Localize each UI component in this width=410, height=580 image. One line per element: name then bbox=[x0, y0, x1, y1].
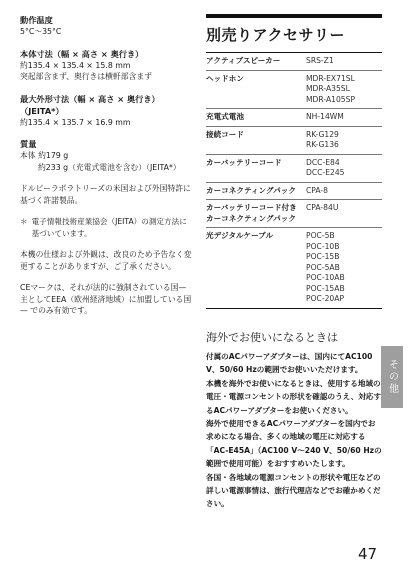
model-item: DCC-E245 bbox=[306, 168, 345, 177]
accessory-name: カーバッテリーコード bbox=[206, 157, 282, 167]
spec-change-notice: 本機の仕様および外観は、改良のため予告なく変更することがありますが、ご了承ください。 bbox=[20, 250, 192, 271]
specifications-column bbox=[20, 14, 192, 327]
accessory-name: 光デジタルケーブル bbox=[206, 231, 274, 240]
model-item: RK-G129 bbox=[306, 129, 339, 139]
overseas-paragraph: 付属のACパワーアダプターは、国内にてAC100 V、50/60 Hzの範囲でお使いいただけます。 bbox=[206, 352, 373, 375]
overseas-heading: 海外でお使いになるときは bbox=[206, 331, 338, 344]
model-item: RK-G136 bbox=[306, 140, 339, 149]
mass-heading: 質量 bbox=[20, 139, 37, 149]
max-dimensions bbox=[20, 93, 192, 129]
model-item: POC-10B bbox=[306, 241, 340, 251]
accessory-models bbox=[306, 228, 382, 308]
model-item: SRS-Z1 bbox=[306, 56, 334, 65]
temp-heading: 動作温度 bbox=[20, 15, 53, 25]
model-item: POC-10AB bbox=[306, 273, 345, 282]
model-item: CPA-84U bbox=[306, 203, 339, 212]
table-row bbox=[206, 126, 382, 154]
accessory-name: 充電式電池 bbox=[206, 112, 244, 121]
ce-mark-notice: CEマークは、それが法的に強制されている国—主としてEEA（欧州経済地域）に加盟している国— でのみ有効です。 bbox=[20, 283, 192, 315]
overseas-paragraph: 海外で使用できるACパワーアダプターを国内でお求めになる場合、多くの地域の電圧に対応する「AC-E45A」（AC100 V〜240 V、50/60 Hzの範囲で使用可能）をおすすめいたします。 bbox=[206, 419, 382, 469]
dims-note: 突起部含まず、奥行きは横軒部含まず bbox=[20, 72, 152, 81]
model-item: POC-5B bbox=[306, 231, 335, 240]
accessory-name: カーコネクティングパック bbox=[206, 185, 296, 195]
maxdims-heading: 最大外形寸法（幅 × 高さ × 奥行き）（JEITA*） bbox=[20, 93, 160, 116]
maxdims-value: 約135.4 × 135.7 × 16.9 mm bbox=[20, 117, 131, 127]
accessory-name: ヘッドホン bbox=[206, 73, 244, 83]
model-item: POC-15B bbox=[306, 252, 340, 261]
table-bottom-rule bbox=[206, 308, 382, 309]
accessory-models bbox=[306, 70, 382, 109]
table-row bbox=[206, 109, 382, 127]
dims-heading: 本体寸法（幅 × 高さ × 奥行き） bbox=[20, 48, 144, 59]
model-item: CPA-8 bbox=[306, 185, 328, 195]
accessory-models bbox=[306, 200, 382, 228]
accessory-name: カーバッテリーコード付きカーコネクティングパック bbox=[206, 203, 297, 223]
accessories-table bbox=[206, 52, 382, 308]
page-number: 47 bbox=[358, 545, 378, 563]
mass bbox=[20, 138, 192, 173]
jeita-note bbox=[20, 216, 192, 239]
jeita-note-text: 電子情報技術産業協会（JEITA）の測定方法に基づいています。 bbox=[31, 217, 187, 238]
dims-value: 約135.4 × 135.4 × 15.8 mm bbox=[20, 60, 131, 70]
mass-line2: 約233 g（充電式電池を含む）（JEITA*） bbox=[38, 162, 181, 172]
accessories-title: 別売りアクセサリー bbox=[206, 26, 346, 44]
accessory-models bbox=[306, 154, 382, 182]
table-row bbox=[206, 182, 382, 200]
operating-temperature bbox=[20, 14, 192, 38]
overseas-paragraph: 本機を海外でお使いになるときは、使用する地域の電圧・電源コンセントの形状を確認のうえ、対応するACパワーアダプターをお使いください。 bbox=[206, 378, 382, 415]
table-row bbox=[206, 154, 382, 182]
chapter-side-tab: その他 bbox=[381, 346, 403, 408]
model-item: POC-5AB bbox=[306, 262, 340, 272]
accessory-models bbox=[306, 109, 382, 127]
model-item: NH-14WM bbox=[306, 112, 344, 121]
mass-line1: 本体 約179 g bbox=[20, 151, 69, 160]
accessory-models bbox=[306, 53, 382, 71]
dolby-notice: ドルビーラボラトリーズの米国および外国特許に基づく許諾製品。 bbox=[20, 184, 191, 205]
accessory-name: 接続コード bbox=[206, 129, 244, 139]
section-top-bar bbox=[206, 14, 382, 18]
table-row bbox=[206, 70, 382, 109]
table-row bbox=[206, 228, 382, 308]
model-item: MDR-A35SL bbox=[306, 84, 350, 93]
model-item: POC-15AB bbox=[306, 283, 345, 293]
accessories-section bbox=[206, 14, 382, 309]
body-dimensions bbox=[20, 48, 192, 83]
model-item: MDR-A105SP bbox=[306, 94, 356, 104]
model-item: POC-20AP bbox=[306, 294, 345, 303]
accessory-models bbox=[306, 182, 382, 200]
temp-value: 5°C〜35°C bbox=[20, 27, 62, 36]
accessory-models bbox=[306, 126, 382, 154]
overseas-paragraph: 各国・各地域の電源コンセントの形状や電圧などの詳しい電源事情は、旅行代理店などでお確かめください。 bbox=[206, 472, 381, 509]
table-row bbox=[206, 200, 382, 228]
overseas-use-section bbox=[206, 330, 382, 511]
model-item: DCC-E84 bbox=[306, 157, 340, 167]
accessory-name: アクティブスピーカー bbox=[206, 56, 281, 65]
jeita-mark: ＊ bbox=[20, 217, 28, 226]
model-item: MDR-EX71SL bbox=[306, 73, 355, 83]
table-row bbox=[206, 53, 382, 71]
